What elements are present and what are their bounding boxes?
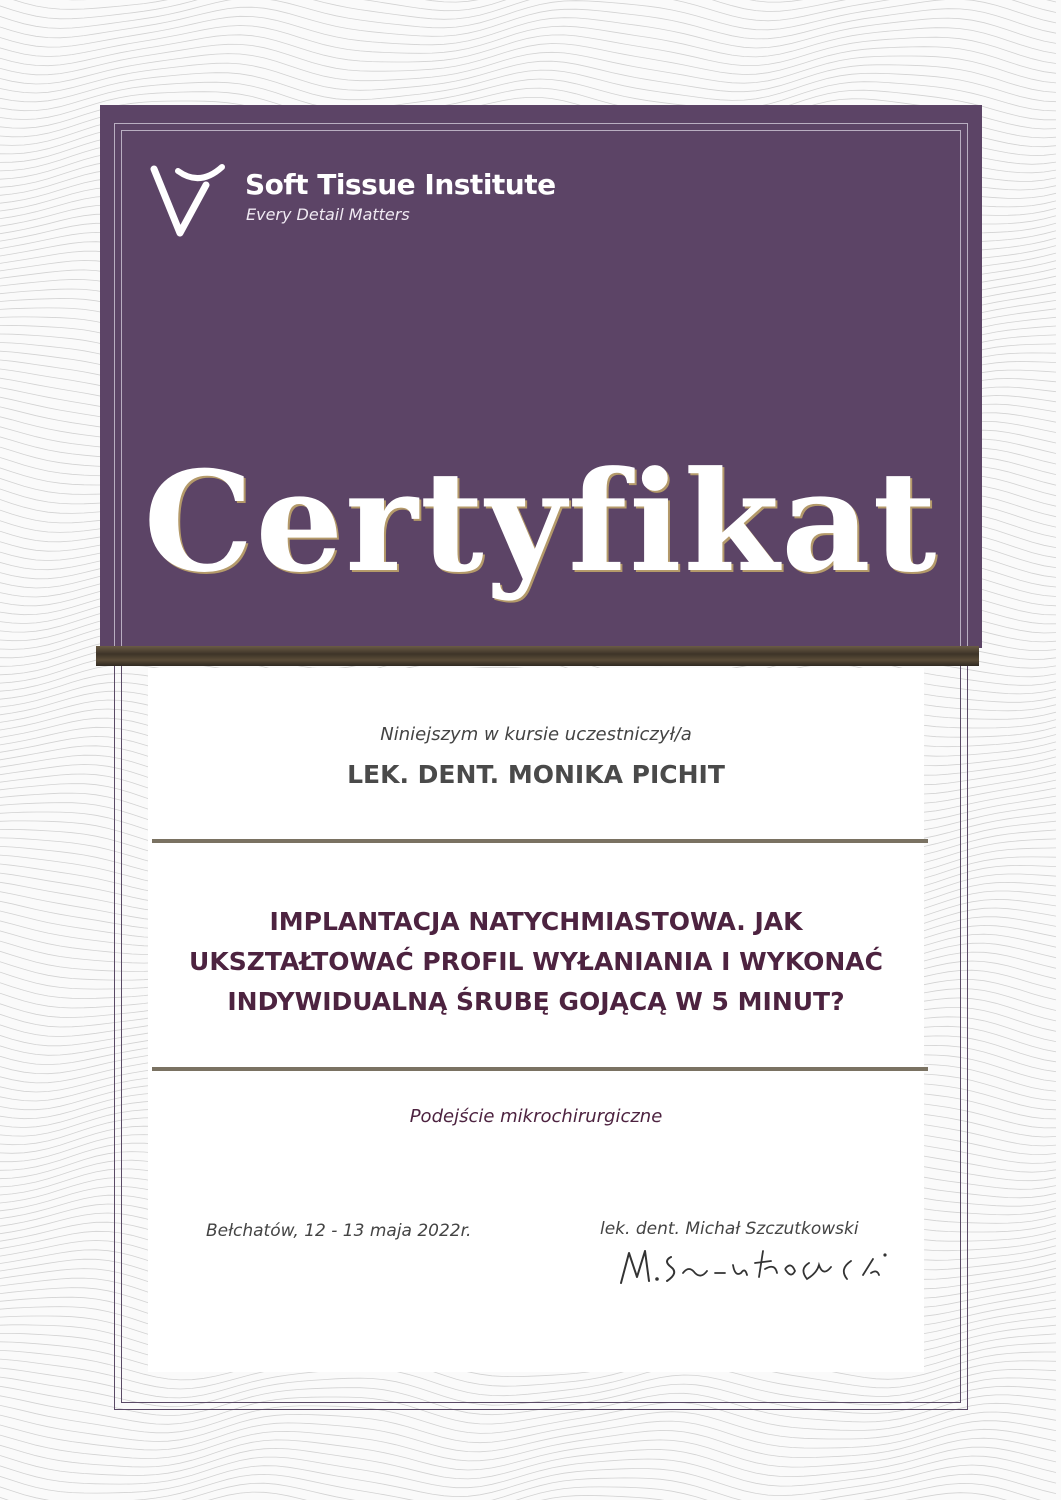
- recipient-name: LEK. DENT. MONIKA PICHIT: [347, 760, 725, 789]
- course-title-line: UKSZTAŁTOWAĆ PROFIL WYŁANIANIA I WYKONAĆ: [189, 947, 883, 976]
- course-title: [148, 902, 924, 1022]
- organization-name: Soft Tissue Institute: [245, 168, 556, 201]
- intro-text: Niniejszym w kursie uczestniczył/a: [380, 724, 692, 745]
- course-title-line: IMPLANTACJA NATYCHMIASTOWA. JAK: [269, 907, 803, 936]
- gold-band: [96, 646, 979, 666]
- signer-name: lek. dent. Michał Szczutkowski: [600, 1219, 859, 1239]
- divider-bottom: [152, 1067, 928, 1071]
- certificate-title: Certyfikat: [143, 440, 939, 603]
- course-title-line: INDYWIDUALNĄ ŚRUBĘ GOJĄCĄ W 5 MINUT?: [227, 987, 845, 1016]
- organization-tagline: Every Detail Matters: [246, 205, 410, 224]
- divider-top: [152, 839, 928, 843]
- course-subtitle: Podejście mikrochirurgiczne: [409, 1106, 663, 1127]
- place-and-date: Bełchatów, 12 - 13 maja 2022r.: [206, 1221, 472, 1241]
- v-chevron-logo-icon: [150, 163, 226, 239]
- handwritten-signature: [615, 1243, 905, 1293]
